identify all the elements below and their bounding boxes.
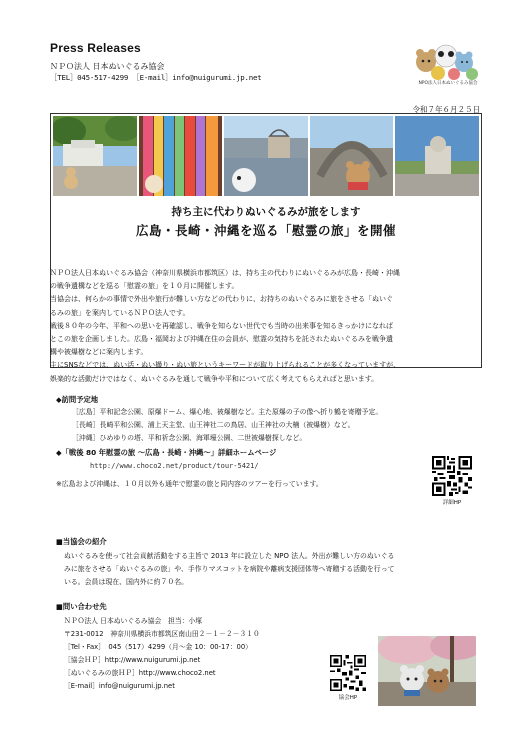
about-heading: ■当協会の紹介 [56,537,107,546]
about-text [64,550,484,589]
intro-line: 当協会は、何らかの事情で外出や旅行が難しい方などの代わりに、お持ちのぬいぐるみに旅をさせる「ぬいぐ [50,295,393,304]
visits-heading: ◆訪問予定地 [56,395,99,404]
about-line: ぬいぐるみを使って社会貢献活動をする主旨で 2013 年に設立した NPO 法人。外出が難しい方のぬいぐる [64,552,395,560]
inquiry-text [64,615,344,693]
detail-page-link[interactable]: http://www.choco2.net/product/tour-5421/ [90,462,259,470]
inquiry-line: 〒231-0012 神奈川県横浜市都筑区南山田２－１－２－３１０ [64,630,260,638]
inquiry-line[interactable]: ［協会ＨＰ］http://www.nuigurumi.jp.net [64,656,201,664]
intro-line: の戦争遺構などを巡る「慰霊の旅」を１０月に開催します。 [50,282,239,291]
photo-plush-travelers [378,636,476,706]
association-qr-code[interactable] [330,655,366,691]
intro-line: 構や被爆樹などに案内します。 [50,348,148,357]
inquiry-line[interactable]: ［E-mail］info@nuigurumi.jp.net [64,682,175,690]
intro-text [50,267,482,386]
intro-line: 戦後８０年の今年、平和への思いを再確認し、戦争を知らない世代でも当時の出来事を知るきっかけになれば [50,321,393,330]
photo-paper-cranes [139,116,223,196]
detail-page-heading: ◆「戦後 80 年慰霊の旅 ～広島・長崎・沖縄～」詳細ホームページ [56,448,277,457]
press-releases-heading: Press Releases [50,41,141,55]
intro-line: とこの旅を企画しました。広島・福岡および沖縄在住の会員が、慰霊の気持ちを託されたぬいぐるみを戦争遺 [50,335,393,344]
photo-strip [53,116,479,196]
intro-line: 娯楽的な活動だけではなく、ぬいぐるみを通して戦争や平和について広く考えてもらえればと思います。 [50,374,379,383]
association-qr-caption: 協会HP [338,695,358,701]
about-line: みに旅をさせる「ぬいぐるみの旅」や、手作りマスコットを病院や離病支援団体等へ寄贈する活動を行って [64,565,395,573]
visit-item-hiroshima: ［広島］平和記念公園、原爆ドーム、爆心地、被爆樹など。主た原爆の子の像へ折り鶴を寄贈予定。 [72,408,383,416]
inquiry-line: ［Tel・Fax］ 045（517）4299（月～金 10：00-17：00） [64,643,252,651]
intro-line: 主にSNSなどでは、ぬい活・ぬい撮り・ぬい旅というキーワードが取り上げられることが多くなっていますが、 [50,361,401,370]
title-line-2: 広島・長崎・沖縄を巡る「慰霊の旅」を開催 [135,223,396,238]
intro-line: るみの旅」を案内しているＮＰＯ法人です。 [50,308,190,317]
inquiry-line: ＮＰＯ法人 日本ぬいぐるみ協会 担当：小塚 [64,617,203,625]
photo-peace-statue [395,116,479,196]
photo-memorial-arch [310,116,394,196]
about-line: いる。会員は現在、国内外に約７０名。 [64,578,189,586]
intro-line: ＮＰＯ法人日本ぬいぐるみ協会（神奈川県横浜市都筑区）は、持ち主の代わりにぬいぐるみが広島・長崎・沖縄 [50,269,400,277]
photo-peace-park [53,116,137,196]
visit-item-nagasaki: ［長崎］長崎平和公園、浦上天主堂、山王神社二の鳥居、山王神社の大楠（被爆樹）など。 [72,421,355,429]
visit-item-okinawa: ［沖縄］ひめゆりの塔、平和祈念公園、海軍壕公園、二世被爆樹探しなど。 [72,434,307,442]
contact-line: ［TEL］045-517-4299 ［E-mail］info@nuigurumi.jp.net [50,73,262,82]
detail-qr-code[interactable] [432,456,472,496]
inquiry-heading: ■問い合わせ先 [56,602,107,611]
inquiry-line[interactable]: ［ぬいぐるみの旅ＨＰ］http://www.choco2.net [64,669,216,677]
detail-qr-caption: 詳細HP [442,500,462,506]
association-logo [412,36,482,82]
release-date: 令和７年６月２５日 [412,105,480,114]
photo-atomic-dome [224,116,308,196]
logo-caption: NPO法人日本ぬいぐるみ協会 [418,81,478,86]
tour-note: ※広島および沖縄は、１０月以外も通年で慰霊の旅と同内容のツアーを行っています。 [56,480,323,488]
visits-list [72,406,452,445]
title-line-1: 持ち主に代わりぬいぐるみが旅をします [171,206,361,218]
organization-name: ＮＰＯ法人 日本ぬいぐるみ協会 [50,62,165,71]
